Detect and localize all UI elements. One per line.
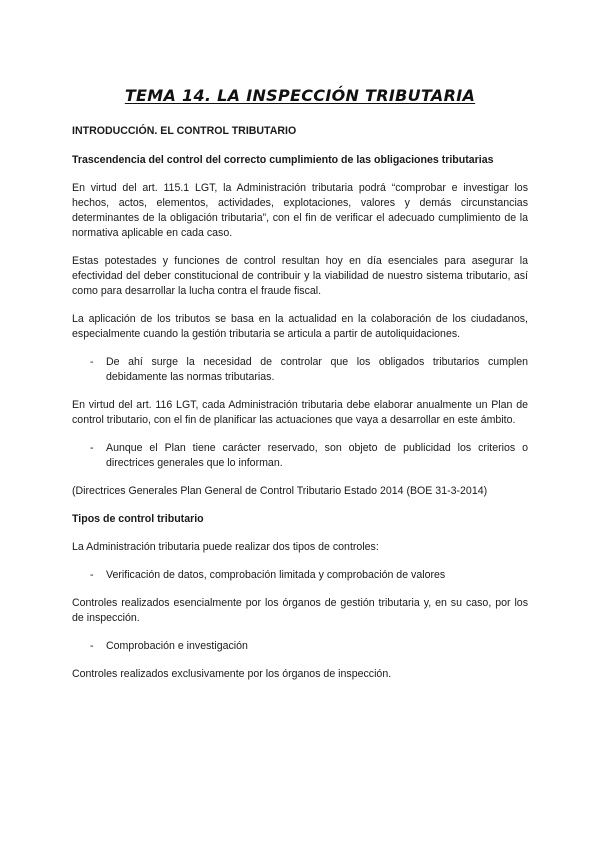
paragraph: La Administración tributaria puede realizar dos tipos de controles: (72, 541, 379, 553)
paragraph: Estas potestades y funciones de control resultan hoy en día esenciales para asegurar la efectividad del deber constitucional de contribuir y la viabilidad de nuestro sistema tributario, así como para desarrollar la lucha contra el fraude fiscal. (72, 255, 528, 297)
bullet-item (72, 639, 528, 654)
paragraph: En virtud del art. 116 LGT, cada Administración tributaria debe elaborar anualmente un Plan de control tributario, con el fin de planificar las actuaciones que vaya a desarrollar en este ámbito. (72, 399, 528, 426)
bullet-item (72, 441, 528, 471)
paragraph: Controles realizados exclusivamente por los órganos de inspección. (72, 668, 392, 680)
section-heading-trascendencia: Trascendencia del control del correcto cumplimiento de las obligaciones tributarias (72, 154, 494, 166)
bullet-text: De ahí surge la necesidad de controlar que los obligados tributarios cumplen debidamente las normas tributarias. (106, 356, 528, 383)
page-title: TEMA 14. LA INSPECCIÓN TRIBUTARIA (124, 86, 476, 105)
document-body (72, 124, 528, 695)
paragraph: La aplicación de los tributos se basa en la actualidad en la colaboración de los ciudadanos, especialmente cuando la gestión tributaria se articula a partir de autoliquidaciones. (72, 313, 528, 340)
bullet-text: Comprobación e investigación (106, 640, 248, 652)
bullet-item (72, 355, 528, 385)
bullet-marker: - (90, 640, 94, 652)
bullet-text: Aunque el Plan tiene carácter reservado, son objeto de publicidad los criterios o directrices generales que lo informan. (106, 442, 528, 469)
bullet-text: Verificación de datos, comprobación limitada y comprobación de valores (106, 569, 446, 581)
bullet-marker: - (90, 569, 94, 581)
section-heading-tipos: Tipos de control tributario (72, 513, 204, 525)
bullet-marker: - (90, 356, 94, 368)
bullet-item (72, 568, 528, 583)
paragraph: En virtud del art. 115.1 LGT, la Administración tributaria podrá “comprobar e investigar los hechos, actos, elementos, actividades, explotaciones, valores y demás circunstancias determinantes de la obligación tributaria”, con el fin de verificar el adecuado cumplimiento de la normativa aplicable en cada caso. (72, 182, 528, 239)
intro-heading: INTRODUCCIÓN. EL CONTROL TRIBUTARIO (72, 125, 297, 137)
bullet-marker: - (90, 442, 94, 454)
paragraph: Controles realizados esencialmente por los órganos de gestión tributaria y, en su caso, por los de inspección. (72, 597, 528, 624)
reference-note: (Directrices Generales Plan General de Control Tributario Estado 2014 (BOE 31-3-2014) (72, 485, 488, 497)
